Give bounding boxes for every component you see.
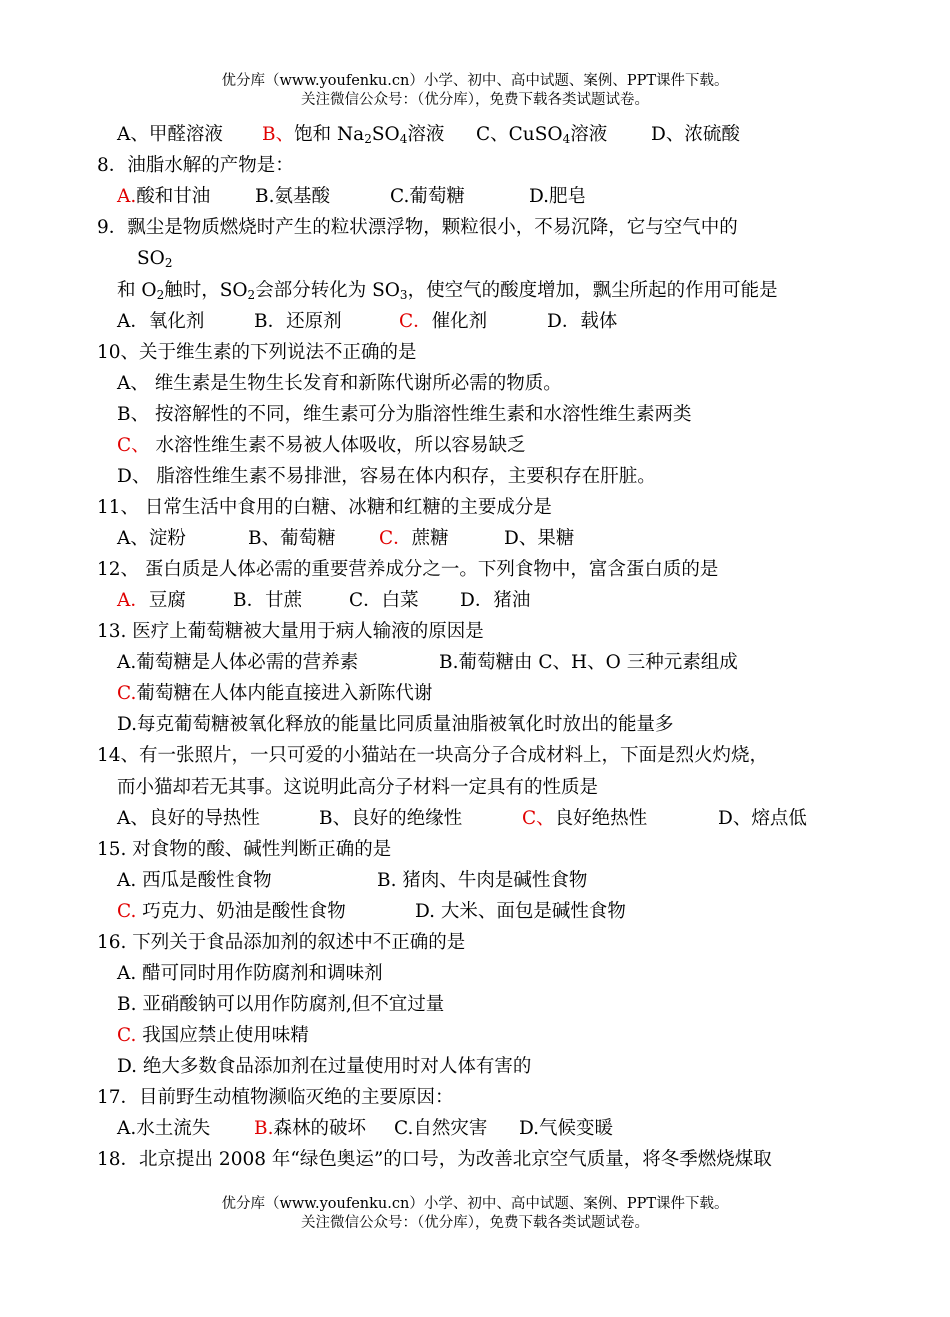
q14-stem-line-2: 而小猫却若无其事。这说明此高分子材料一定具有的性质是 bbox=[117, 777, 599, 798]
q13-stem: 13. 医疗上葡萄糖被大量用于病人输液的原因是 bbox=[97, 621, 484, 642]
q14-options bbox=[117, 807, 807, 831]
q11-option-c-text: 蔗糖 bbox=[411, 528, 449, 549]
q9-stem-line-2 bbox=[137, 247, 172, 271]
q10-stem: 10、关于维生素的下列说法不正确的是 bbox=[97, 342, 417, 363]
q13-option-c-letter: C. bbox=[117, 683, 137, 704]
q17-option-d: D.气候变暖 bbox=[519, 1118, 614, 1139]
q12-stem: 12、 蛋白质是人体必需的重要营养成分之一。下列食物中，富含蛋白质的是 bbox=[97, 559, 719, 580]
q9-stem-line-1: 9．飘尘是物质燃烧时产生的粒状漂浮物，颗粒很小，不易沉降，它与空气中的 bbox=[97, 217, 738, 238]
q13-option-b: B.葡萄糖由 C、H、O 三种元素组成 bbox=[439, 652, 738, 673]
q17-option-c: C.自然灾害 bbox=[394, 1118, 488, 1139]
q15-option-c bbox=[117, 900, 415, 924]
q9-l3-d: ，使空气的酸度增加，飘尘所起的作用可能是 bbox=[407, 280, 778, 301]
q10-option-a: A、 维生素是生物生长发育和新陈代谢所必需的物质。 bbox=[117, 373, 562, 394]
q11-option-c bbox=[379, 527, 504, 551]
q15-options-ab bbox=[117, 869, 587, 893]
q8-option-b: B.氨基酸 bbox=[255, 186, 330, 207]
q12-option-a-letter: A． bbox=[117, 590, 149, 611]
q8-option-c: C.葡萄糖 bbox=[390, 186, 465, 207]
q9-options bbox=[117, 310, 617, 334]
q9-option-c-text: 催化剂 bbox=[431, 311, 488, 332]
q7-option-b bbox=[262, 123, 476, 147]
q17-options bbox=[117, 1117, 613, 1141]
q17-option-b-letter: B. bbox=[254, 1118, 274, 1139]
q12-option-a bbox=[117, 589, 233, 613]
q9-l3-c-sub: 3 bbox=[399, 288, 408, 302]
q11-option-a: A、淀粉 bbox=[117, 528, 186, 549]
q15-option-b: B. 猪肉、牛肉是碱性食物 bbox=[377, 870, 588, 891]
q10-option-d: D、 脂溶性维生素不易排泄，容易在体内积存，主要积存在肝脏。 bbox=[117, 466, 656, 487]
q7-option-b-letter: B、 bbox=[262, 124, 295, 145]
q15-option-d: D. 大米、面包是碱性食物 bbox=[415, 901, 626, 922]
q9-l3-a-sub: 2 bbox=[156, 288, 165, 302]
q12-options bbox=[117, 589, 530, 613]
q10-option-c-text: 水溶性维生素不易被人体吸收，所以容易缺乏 bbox=[149, 435, 526, 456]
q9-l3-c: 会部分转化为 SO bbox=[255, 280, 400, 301]
q13-options-ab bbox=[117, 651, 738, 675]
q14-option-a: A、良好的导热性 bbox=[117, 808, 260, 829]
q15-option-a: A. 西瓜是酸性食物 bbox=[117, 870, 272, 891]
q16-option-b: B. 亚硝酸钠可以用作防腐剂,但不宜过量 bbox=[117, 994, 445, 1015]
q10-option-b: B、 按溶解性的不同，维生素可分为脂溶性维生素和水溶性维生素两类 bbox=[117, 404, 692, 425]
q9-so2-text: SO bbox=[137, 248, 165, 269]
q7-option-b-sub1: 2 bbox=[364, 132, 372, 146]
q11-option-d: D、果糖 bbox=[504, 528, 575, 549]
q8-option-a bbox=[117, 185, 255, 209]
q15-option-c-text: 巧克力、奶油是酸性食物 bbox=[136, 901, 346, 922]
q14-option-c-letter: C、 bbox=[522, 808, 555, 829]
q13-option-c-text: 葡萄糖在人体内能直接进入新陈代谢 bbox=[136, 683, 433, 704]
header-line-1: 优分库（www.youfenku.cn）小学、初中、高中试题、案例、PPT课件下载。 bbox=[221, 73, 729, 89]
q11-stem: 11、 日常生活中食用的白糖、冰糖和红糖的主要成分是 bbox=[97, 497, 552, 518]
q16-option-a: A. 醋可同时用作防腐剂和调味剂 bbox=[117, 963, 383, 984]
header-line-2: 关注微信公众号：（优分库），免费下载各类试题试卷。 bbox=[301, 92, 649, 108]
q16-option-c bbox=[117, 1024, 309, 1048]
q17-option-a: A.水土流失 bbox=[117, 1118, 211, 1139]
q7-option-b-text3: 溶液 bbox=[407, 124, 445, 145]
q9-l3-a: 和 O bbox=[117, 280, 157, 301]
q13-option-a: A.葡萄糖是人体必需的营养素 bbox=[117, 652, 359, 673]
q8-stem: 8．油脂水解的产物是： bbox=[97, 155, 294, 176]
q10-option-c bbox=[117, 434, 526, 458]
page-footer bbox=[0, 1195, 950, 1233]
q12-option-b: B．甘蔗 bbox=[233, 590, 303, 611]
q9-option-c-letter: C． bbox=[399, 311, 432, 332]
q9-l3-b: 触时，SO bbox=[164, 280, 248, 301]
q14-option-c-text: 良好绝热性 bbox=[554, 808, 648, 829]
q7-option-a: A、甲醛溶液 bbox=[117, 124, 223, 145]
q7-option-b-text: 饱和 Na bbox=[294, 124, 365, 145]
q15-options-cd bbox=[117, 900, 626, 924]
q14-option-c bbox=[522, 807, 718, 831]
q16-option-c-text: 我国应禁止使用味精 bbox=[136, 1025, 309, 1046]
q15-stem: 15. 对食物的酸、碱性判断正确的是 bbox=[97, 839, 392, 860]
q18-stem: 18．北京提出 2008 年“绿色奥运”的口号，为改善北京空气质量，将冬季燃烧煤取 bbox=[97, 1149, 772, 1170]
q8-option-a-text: 酸和甘油 bbox=[136, 186, 211, 207]
q9-option-a: A．氧化剂 bbox=[117, 311, 205, 332]
q8-options bbox=[117, 185, 586, 209]
q7-option-c-text: C、CuSO bbox=[476, 124, 563, 145]
q8-option-d: D.肥皂 bbox=[529, 186, 587, 207]
q8-option-a-letter: A. bbox=[117, 186, 137, 207]
q7-option-c-sub: 4 bbox=[562, 132, 571, 146]
q7-options bbox=[117, 123, 740, 147]
q7-option-b-sub2: 4 bbox=[399, 132, 408, 146]
q9-option-c bbox=[399, 310, 547, 334]
q7-option-d: D、浓硫酸 bbox=[651, 124, 740, 145]
q17-stem: 17．目前野生动植物濒临灭绝的主要原因： bbox=[97, 1087, 454, 1108]
q9-option-d: D．载体 bbox=[547, 311, 618, 332]
q14-stem-line-1: 14、有一张照片，一只可爱的小猫站在一块高分子合成材料上，下面是烈火灼烧， bbox=[97, 745, 769, 766]
q17-option-b bbox=[254, 1117, 394, 1141]
q12-option-a-text: 豆腐 bbox=[148, 590, 186, 611]
q11-options bbox=[117, 527, 574, 551]
q7-option-c-text2: 溶液 bbox=[570, 124, 608, 145]
q15-option-c-letter: C. bbox=[117, 901, 137, 922]
q17-option-b-text: 森林的破坏 bbox=[273, 1118, 366, 1139]
q13-option-d: D.每克葡萄糖被氧化释放的能量比同质量油脂被氧化时放出的能量多 bbox=[117, 714, 674, 735]
q9-option-b: B．还原剂 bbox=[254, 311, 342, 332]
q9-stem-line-3 bbox=[117, 279, 778, 303]
q14-option-d: D、熔点低 bbox=[718, 808, 807, 829]
footer-line-2: 关注微信公众号：（优分库），免费下载各类试题试卷。 bbox=[301, 1215, 649, 1231]
q9-l3-b-sub: 2 bbox=[247, 288, 256, 302]
q16-option-d: D. 绝大多数食品添加剂在过量使用时对人体有害的 bbox=[117, 1056, 532, 1077]
q9-so2-sub: 2 bbox=[164, 256, 173, 270]
q16-stem: 16. 下列关于食品添加剂的叙述中不正确的是 bbox=[97, 932, 466, 953]
q10-option-c-letter: C、 bbox=[117, 435, 150, 456]
q12-option-c: C．白菜 bbox=[349, 590, 419, 611]
q16-option-c-letter: C. bbox=[117, 1025, 137, 1046]
q7-option-c bbox=[476, 123, 651, 147]
q7-option-b-text2: SO bbox=[371, 124, 400, 145]
q11-option-c-letter: C． bbox=[379, 528, 412, 549]
footer-line-1: 优分库（www.youfenku.cn）小学、初中、高中试题、案例、PPT课件下载。 bbox=[221, 1196, 729, 1212]
q11-option-b: B、葡萄糖 bbox=[248, 528, 336, 549]
q12-option-d: D．猪油 bbox=[460, 590, 531, 611]
page-header bbox=[0, 72, 950, 110]
q13-option-c bbox=[117, 682, 432, 706]
q14-option-b: B、良好的绝缘性 bbox=[319, 808, 463, 829]
